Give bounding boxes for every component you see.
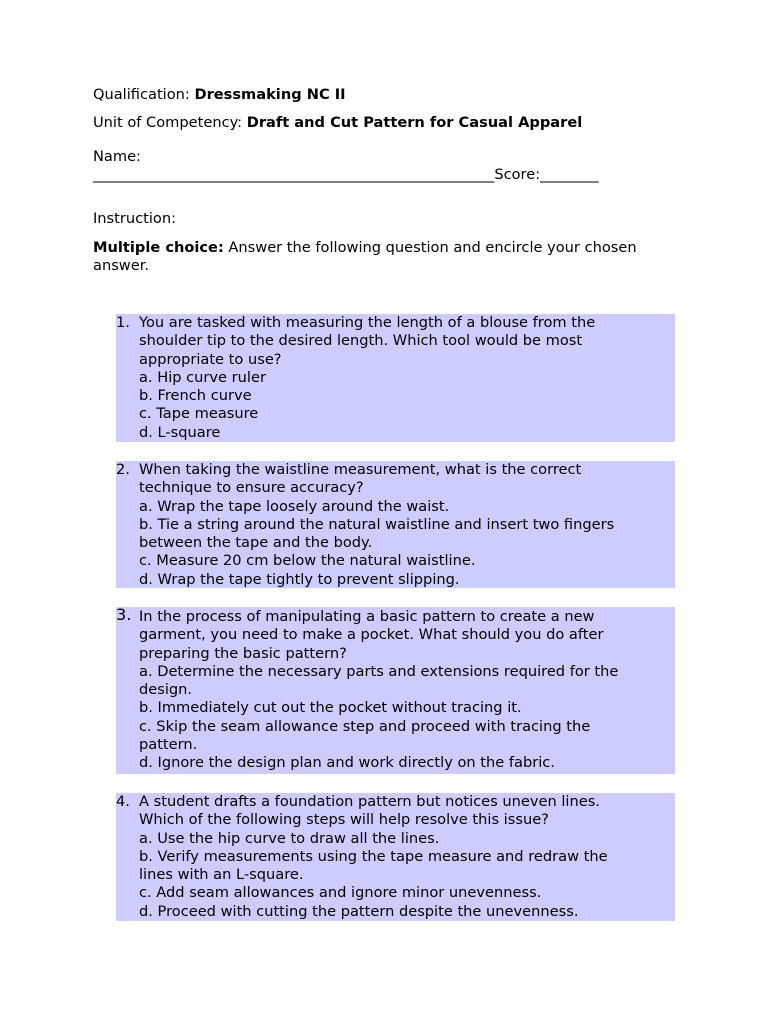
unit-label: Unit of Competency: [93,114,247,131]
answer-option[interactable]: c. Add seam allowances and ignore minor unevenness. [139,884,542,902]
answer-option[interactable]: b. Verify measurements using the tape measure and redraw the [139,847,608,865]
question-text: When taking the waistline measurement, what is the correct [139,461,582,478]
question-text: A student drafts a foundation pattern but notices uneven lines. [139,793,600,810]
answer-option[interactable]: d. L-square [139,423,221,441]
name-label: Name: [93,148,141,165]
question-text: You are tasked with measuring the length of a blouse from the [139,314,596,331]
question-body [139,608,675,773]
answer-option[interactable]: b. Tie a string around the natural waistline and insert two fingers [139,515,615,533]
answer-option-continued: pattern. [139,736,198,754]
question-body [139,461,675,589]
instruction-label: Instruction: [93,210,177,227]
qualification-label: Qualification: [93,86,195,103]
answer-option[interactable]: a. Use the hip curve to draw all the lines. [139,829,440,847]
instruction-text-line2: answer. [93,257,150,274]
question-body [139,314,675,442]
question-body [139,793,675,921]
answer-option[interactable]: d. Ignore the design plan and work directly on the fabric. [139,754,555,772]
answer-option[interactable]: a. Determine the necessary parts and extensions required for the [139,662,619,680]
question-text: Which of the following steps will help resolve this issue? [139,811,549,829]
question-number: 3. [116,605,132,624]
instruction-type: Multiple choice: [93,239,224,256]
question-text: preparing the basic pattern? [139,644,347,662]
score-label: Score:________ [494,166,599,183]
answer-option[interactable]: a. Hip curve ruler [139,368,266,386]
answer-option[interactable]: d. Proceed with cutting the pattern despite the unevenness. [139,902,579,920]
question-text: technique to ensure accuracy? [139,479,364,497]
question-number: 4. [116,793,130,810]
question-text: In the process of manipulating a basic pattern to create a new [139,608,595,625]
question-number: 1. [116,314,130,331]
qualification-value: Dressmaking NC II [194,86,346,103]
question-1 [116,314,675,442]
question-number: 2. [116,461,130,478]
answer-option[interactable]: c. Skip the seam allowance step and proceed with tracing the [139,717,591,735]
qualification-line [93,86,346,104]
answer-option[interactable]: b. French curve [139,387,252,405]
answer-option-continued: lines with an L-square. [139,866,304,884]
answer-option[interactable]: c. Tape measure [139,405,259,423]
answer-option-continued: design. [139,681,193,699]
question-3 [116,607,675,774]
answer-option[interactable]: c. Measure 20 cm below the natural waistline. [139,552,476,570]
answer-option[interactable]: a. Wrap the tape loosely around the waist. [139,497,450,515]
unit-value: Draft and Cut Pattern for Casual Apparel [246,114,583,131]
answer-option-continued: between the tape and the body. [139,534,373,552]
instruction-text-line1: Answer the following question and encircle your chosen [223,239,637,256]
question-text: garment, you need to make a pocket. What should you do after [139,626,604,644]
name-blank: _______________________________________________________ [93,166,495,183]
answer-option[interactable]: d. Wrap the tape tightly to prevent slipping. [139,570,460,588]
answer-option[interactable]: b. Immediately cut out the pocket without tracing it. [139,699,522,717]
name-score-line [93,166,599,184]
instruction-text [93,239,637,257]
question-2 [116,461,675,588]
question-4 [116,793,675,921]
unit-line [93,114,582,132]
question-text: shoulder tip to the desired length. Which tool would be most [139,332,583,350]
question-text: appropriate to use? [139,350,282,368]
